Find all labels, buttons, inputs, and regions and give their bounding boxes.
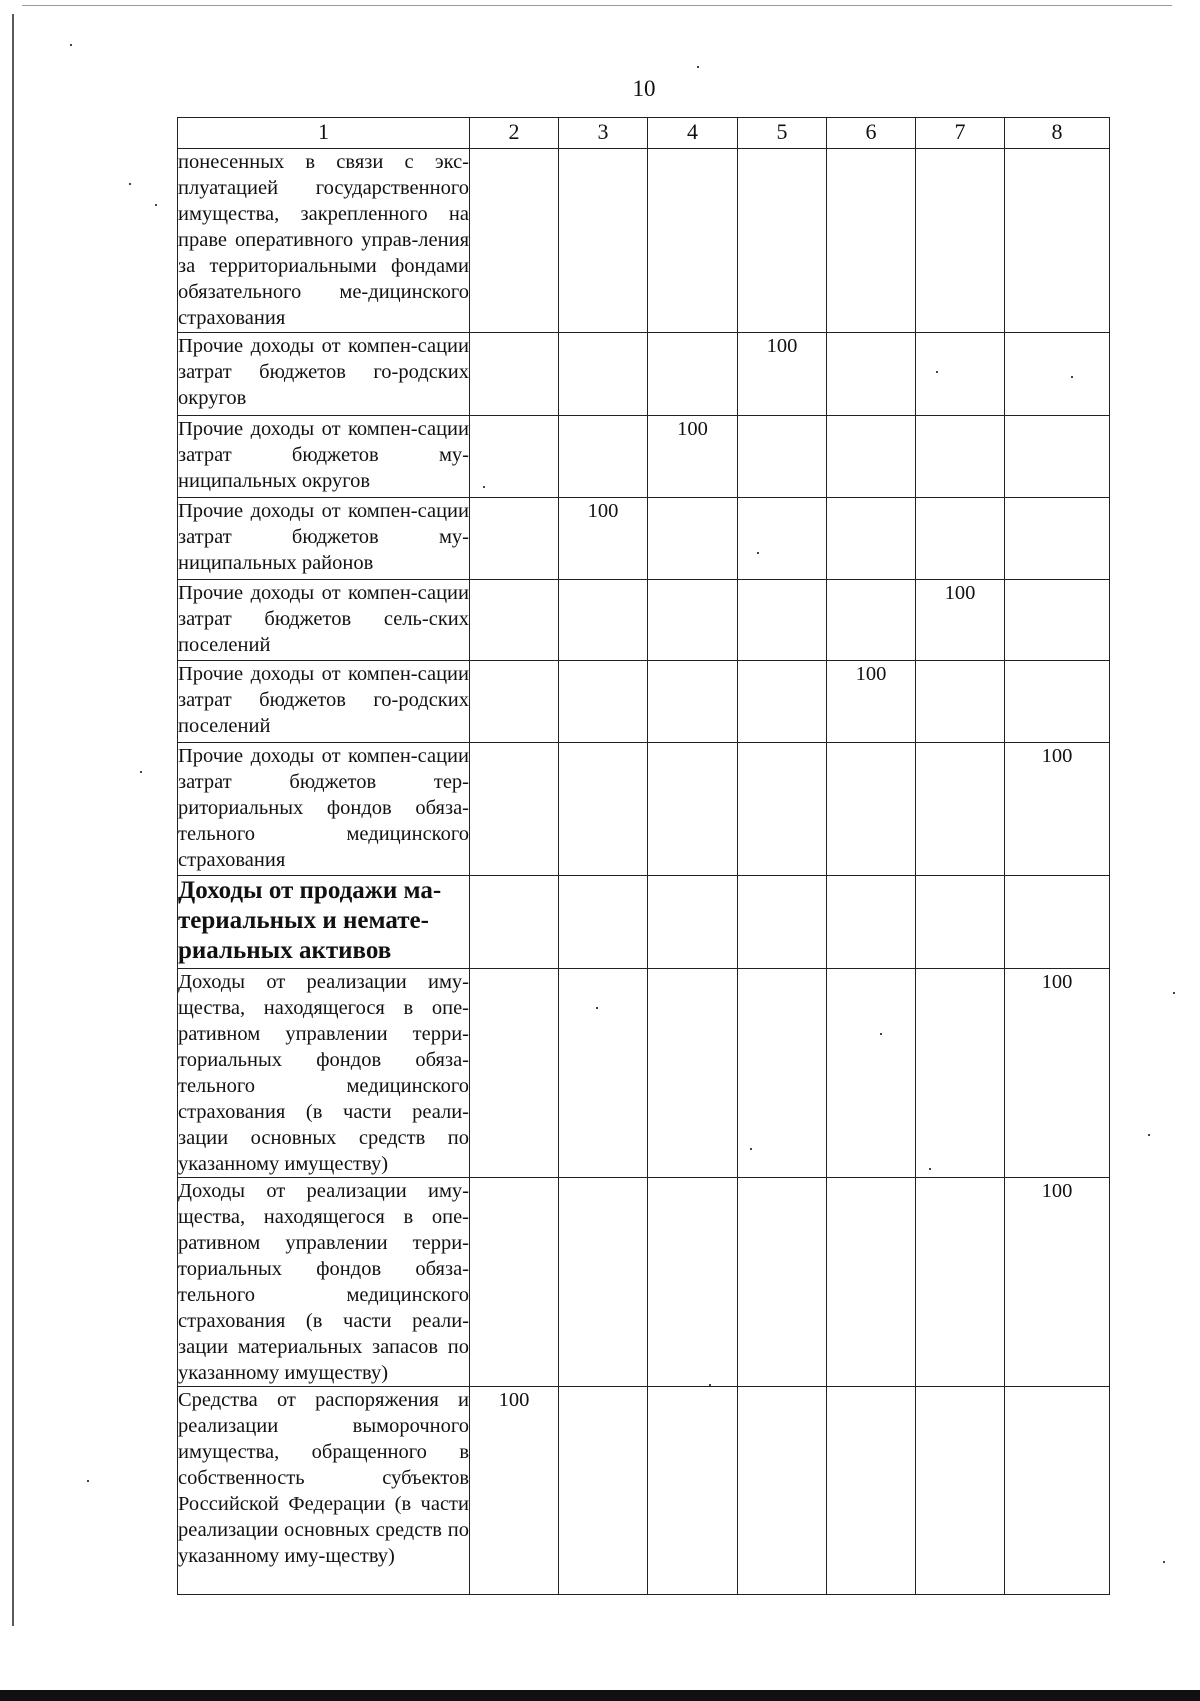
percent-cell-column-8 [1005, 876, 1110, 969]
percent-cell-column-7 [916, 743, 1005, 876]
row-description-cell: Прочие доходы от компен-сации затрат бюджетов сель-ских поселений [178, 580, 470, 661]
row-description-cell: Прочие доходы от компен-сации затрат бюджетов го-родских поселений [178, 661, 470, 743]
scan-speck [929, 1168, 931, 1170]
percent-cell-column-3 [559, 969, 648, 1178]
scan-speck [70, 44, 72, 46]
row-description-cell: Доходы от реализации иму-щества, находящегося в опе-ративном управлении терри-ториальных фондов обяза-тельного медицинского страхования (в части реали-зации материальных запасов по указанному имуществу) [178, 1178, 470, 1387]
row-description-cell: Доходы от реализации иму-щества, находящегося в опе-ративном управлении терри-ториальных фондов обяза-тельного медицинского страхования (в части реали-зации основных средств по указанному имуществу) [178, 969, 470, 1178]
scan-left-edge-line [12, 14, 14, 1626]
percent-cell-column-7 [916, 1178, 1005, 1387]
percent-cell-column-7 [916, 416, 1005, 498]
percent-cell-column-3: 100 [559, 498, 648, 580]
percent-cell-column-3 [559, 333, 648, 416]
column-number-5: 5 [738, 118, 827, 149]
percent-cell-column-8 [1005, 149, 1110, 333]
table-row [178, 498, 1110, 580]
percent-cell-column-7 [916, 661, 1005, 743]
column-number-4: 4 [648, 118, 738, 149]
percent-cell-column-4 [648, 1178, 738, 1387]
percent-cell-column-3 [559, 876, 648, 969]
percent-cell-column-7 [916, 333, 1005, 416]
percent-cell-column-4 [648, 876, 738, 969]
percent-cell-column-7 [916, 498, 1005, 580]
percent-cell-column-4 [648, 580, 738, 661]
percent-cell-column-6: 100 [827, 661, 916, 743]
percent-cell-column-8 [1005, 416, 1110, 498]
scan-speck [880, 1033, 882, 1035]
percent-cell-column-3 [559, 580, 648, 661]
percent-cell-column-8 [1005, 580, 1110, 661]
percent-cell-column-3 [559, 416, 648, 498]
percent-cell-column-5 [738, 498, 827, 580]
row-description-cell: Прочие доходы от компен-сации затрат бюджетов му-ниципальных округов [178, 416, 470, 498]
column-number-6: 6 [827, 118, 916, 149]
percent-cell-column-8: 100 [1005, 969, 1110, 1178]
column-number-7: 7 [916, 118, 1005, 149]
percent-cell-column-2 [470, 969, 559, 1178]
column-number-3: 3 [559, 118, 648, 149]
scan-speck [155, 204, 157, 206]
column-number-1: 1 [178, 118, 470, 149]
scan-speck [1148, 1134, 1150, 1136]
percent-cell-column-5: 100 [738, 333, 827, 416]
percent-cell-column-8 [1005, 333, 1110, 416]
percent-cell-column-4: 100 [648, 416, 738, 498]
table-row [178, 149, 1110, 333]
percent-cell-column-8 [1005, 498, 1110, 580]
section-heading-cell: Доходы от продажи ма-териальных и немате-риальных активов [178, 876, 470, 969]
percent-cell-column-5 [738, 580, 827, 661]
percent-cell-column-2 [470, 149, 559, 333]
percent-cell-column-7 [916, 1387, 1005, 1595]
scan-bottom-edge-bar [0, 1690, 1200, 1701]
percent-cell-column-7 [916, 969, 1005, 1178]
percent-cell-column-3 [559, 1178, 648, 1387]
percent-cell-column-2 [470, 743, 559, 876]
percent-cell-column-2 [470, 876, 559, 969]
scan-speck [1173, 992, 1175, 994]
scan-speck [1071, 376, 1073, 378]
row-description-cell: Средства от распоряжения и реализации выморочного имущества, обращенного в собственность субъектов Российской Федерации (в части реализации основных средств по указанному иму-ществу) [178, 1387, 470, 1595]
percent-cell-column-6 [827, 580, 916, 661]
table-row [178, 416, 1110, 498]
percent-cell-column-7 [916, 149, 1005, 333]
percent-cell-column-6 [827, 969, 916, 1178]
page-number: 10 [632, 76, 656, 101]
percent-cell-column-6 [827, 149, 916, 333]
percent-cell-column-5 [738, 661, 827, 743]
row-description-cell: Прочие доходы от компен-сации затрат бюджетов тер-риториальных фондов обяза-тельного медицинского страхования [178, 743, 470, 876]
scan-speck [757, 552, 759, 554]
column-number-2: 2 [470, 118, 559, 149]
percent-cell-column-4 [648, 969, 738, 1178]
percent-cell-column-3 [559, 743, 648, 876]
scan-speck [483, 486, 485, 488]
table-row [178, 969, 1110, 1178]
row-description-cell: понесенных в связи с экс-плуатацией государственного имущества, закрепленного на праве оперативного управ-ления за территориальными фондами обязательного ме-дицинского страхования [178, 149, 470, 333]
scan-speck [129, 183, 131, 185]
percent-cell-column-2: 100 [470, 1387, 559, 1595]
percent-cell-column-2 [470, 333, 559, 416]
percent-cell-column-8: 100 [1005, 743, 1110, 876]
percent-cell-column-6 [827, 743, 916, 876]
percent-cell-column-6 [827, 876, 916, 969]
scan-speck [1163, 1561, 1165, 1563]
percent-cell-column-4 [648, 1387, 738, 1595]
percent-cell-column-4 [648, 743, 738, 876]
percent-cell-column-5 [738, 149, 827, 333]
percent-cell-column-5 [738, 1387, 827, 1595]
percent-cell-column-2 [470, 1178, 559, 1387]
row-description-cell: Прочие доходы от компен-сации затрат бюджетов му-ниципальных районов [178, 498, 470, 580]
scan-speck [697, 66, 699, 68]
scan-top-edge-line [22, 5, 1172, 6]
revenue-distribution-table [177, 117, 1110, 1595]
percent-cell-column-5 [738, 1178, 827, 1387]
scan-speck [936, 371, 938, 373]
percent-cell-column-4 [648, 498, 738, 580]
percent-cell-column-5 [738, 969, 827, 1178]
percent-cell-column-2 [470, 498, 559, 580]
percent-cell-column-8 [1005, 661, 1110, 743]
percent-cell-column-8: 100 [1005, 1178, 1110, 1387]
scan-speck [140, 771, 142, 773]
percent-cell-column-6 [827, 1387, 916, 1595]
percent-cell-column-6 [827, 416, 916, 498]
percent-cell-column-4 [648, 661, 738, 743]
percent-cell-column-3 [559, 149, 648, 333]
scan-speck [87, 1480, 89, 1482]
percent-cell-column-6 [827, 333, 916, 416]
table-row [178, 661, 1110, 743]
percent-cell-column-3 [559, 1387, 648, 1595]
percent-cell-column-3 [559, 661, 648, 743]
percent-cell-column-7 [916, 876, 1005, 969]
scan-speck [750, 1148, 752, 1150]
percent-cell-column-2 [470, 661, 559, 743]
table-row [178, 743, 1110, 876]
section-heading-row [178, 876, 1110, 969]
percent-cell-column-7: 100 [916, 580, 1005, 661]
scan-speck [596, 1007, 598, 1009]
percent-cell-column-4 [648, 149, 738, 333]
table-row [178, 333, 1110, 416]
percent-cell-column-5 [738, 876, 827, 969]
percent-cell-column-5 [738, 743, 827, 876]
percent-cell-column-8 [1005, 1387, 1110, 1595]
percent-cell-column-6 [827, 498, 916, 580]
table-body [178, 118, 1110, 1595]
scan-speck [709, 1384, 711, 1386]
table-row [178, 1178, 1110, 1387]
table-row [178, 1387, 1110, 1595]
column-number-header-row [178, 118, 1110, 149]
percent-cell-column-4 [648, 333, 738, 416]
percent-cell-column-6 [827, 1178, 916, 1387]
percent-cell-column-5 [738, 416, 827, 498]
row-description-cell: Прочие доходы от компен-сации затрат бюджетов го-родских округов [178, 333, 470, 416]
table-row [178, 580, 1110, 661]
column-number-8: 8 [1005, 118, 1110, 149]
percent-cell-column-2 [470, 580, 559, 661]
